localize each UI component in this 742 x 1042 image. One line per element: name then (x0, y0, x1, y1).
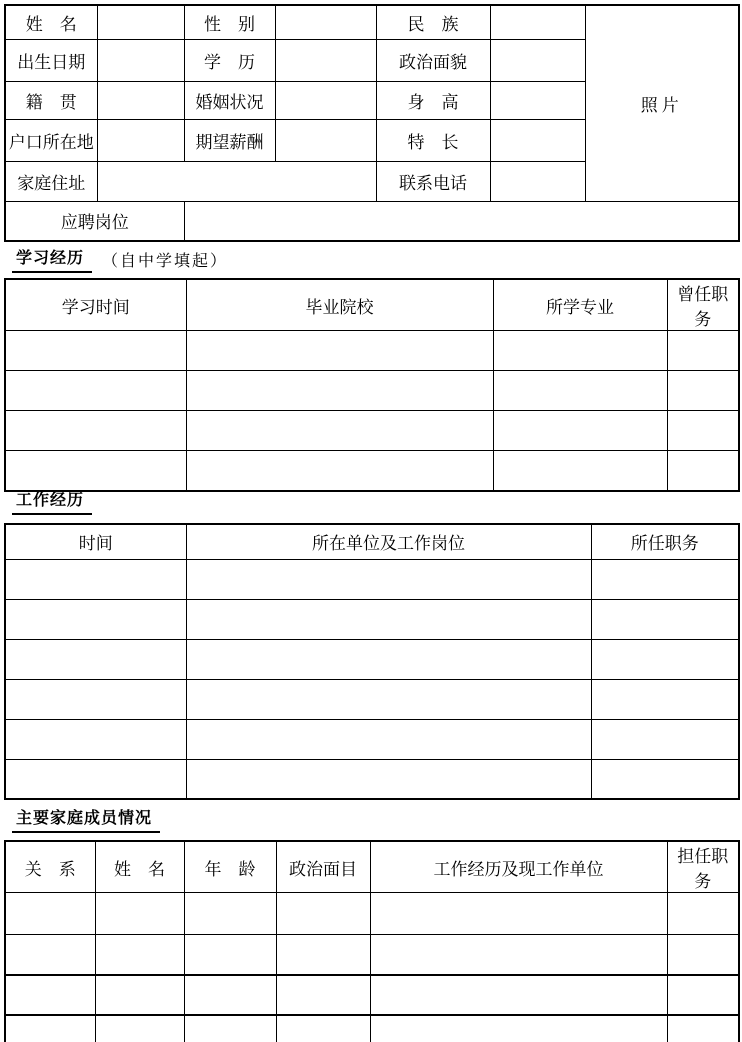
label-home-address: 家庭住址 (5, 161, 97, 201)
label-expected-salary: 期望薪酬 (184, 119, 275, 161)
work-section-title: 工作经历 (12, 487, 92, 515)
relation-cell[interactable] (5, 1015, 95, 1042)
col-header-time: 时间 (5, 524, 186, 559)
member-position-cell[interactable] (667, 1015, 739, 1042)
expected-salary-input-cell[interactable] (275, 119, 376, 161)
member-name-cell[interactable] (95, 975, 184, 1015)
political-status-input-cell[interactable] (490, 39, 585, 81)
school-cell[interactable] (186, 411, 493, 451)
col-header-major: 所学专业 (493, 279, 667, 331)
col-header-age: 年 龄 (184, 841, 276, 893)
education-section-header (4, 240, 738, 278)
education-row (5, 331, 739, 371)
marital-status-input-cell[interactable] (275, 81, 376, 119)
employer-cell[interactable] (186, 719, 591, 759)
work-row (5, 679, 739, 719)
work-row (5, 639, 739, 679)
member-political-cell[interactable] (276, 935, 370, 975)
held-position-cell[interactable] (591, 719, 739, 759)
past-position-cell[interactable] (667, 331, 739, 371)
education-section-title: 学习经历 (12, 245, 92, 273)
label-education-level: 学 历 (184, 39, 275, 81)
col-header-member-name: 姓 名 (95, 841, 184, 893)
birth-date-input-cell[interactable] (97, 39, 184, 81)
label-name: 姓 名 (5, 5, 97, 39)
family-section-title: 主要家庭成员情况 (12, 805, 160, 833)
past-position-cell[interactable] (667, 411, 739, 451)
position-applied-input-cell[interactable] (184, 201, 739, 241)
relation-cell[interactable] (5, 935, 95, 975)
contact-phone-input-cell[interactable] (490, 161, 585, 201)
height-input-cell[interactable] (490, 81, 585, 119)
study-period-cell[interactable] (5, 331, 186, 371)
col-header-member-work-history: 工作经历及现工作单位 (370, 841, 667, 893)
label-gender: 性 别 (184, 5, 275, 39)
member-position-cell[interactable] (667, 975, 739, 1015)
col-header-school: 毕业院校 (186, 279, 493, 331)
relation-cell[interactable] (5, 893, 95, 935)
col-header-member-political-status: 政治面目 (276, 841, 370, 893)
home-address-input-cell[interactable] (97, 161, 376, 201)
work-row (5, 599, 739, 639)
label-position-applied: 应聘岗位 (5, 201, 184, 241)
member-work-cell[interactable] (370, 893, 667, 935)
member-name-cell[interactable] (95, 1015, 184, 1042)
specialty-input-cell[interactable] (490, 119, 585, 161)
education-section-note: （自中学填起） (102, 252, 229, 270)
major-cell[interactable] (493, 411, 667, 451)
time-cell[interactable] (5, 559, 186, 599)
school-cell[interactable] (186, 331, 493, 371)
employer-cell[interactable] (186, 679, 591, 719)
time-cell[interactable] (5, 639, 186, 679)
col-header-employer-and-post: 所在单位及工作岗位 (186, 524, 591, 559)
age-cell[interactable] (184, 935, 276, 975)
study-period-cell[interactable] (5, 371, 186, 411)
member-political-cell[interactable] (276, 893, 370, 935)
member-work-cell[interactable] (370, 975, 667, 1015)
member-work-cell[interactable] (370, 935, 667, 975)
label-native-place: 籍 贯 (5, 81, 97, 119)
label-ethnicity: 民 族 (376, 5, 490, 39)
col-header-relation: 关 系 (5, 841, 95, 893)
employer-cell[interactable] (186, 599, 591, 639)
education-table (4, 278, 740, 492)
photo-placeholder[interactable]: 照片 (585, 5, 739, 201)
held-position-cell[interactable] (591, 599, 739, 639)
label-residence: 户口所在地 (5, 119, 97, 161)
family-row (5, 893, 739, 935)
time-cell[interactable] (5, 679, 186, 719)
family-section-header (4, 798, 738, 840)
label-specialty: 特 长 (376, 119, 490, 161)
age-cell[interactable] (184, 1015, 276, 1042)
education-row (5, 371, 739, 411)
work-row (5, 759, 739, 799)
time-cell[interactable] (5, 719, 186, 759)
label-marital-status: 婚姻状况 (184, 81, 275, 119)
held-position-cell[interactable] (591, 639, 739, 679)
work-section-header (4, 478, 738, 523)
col-header-member-position: 担任职务 (667, 841, 739, 893)
member-position-cell[interactable] (667, 935, 739, 975)
major-cell[interactable] (493, 371, 667, 411)
work-table (4, 523, 740, 800)
residence-input-cell[interactable] (97, 119, 184, 161)
name-input-cell[interactable] (97, 5, 184, 39)
family-row (5, 935, 739, 975)
col-header-study-period: 学习时间 (5, 279, 186, 331)
education-row (5, 411, 739, 451)
member-position-cell[interactable] (667, 893, 739, 935)
member-name-cell[interactable] (95, 935, 184, 975)
education-level-input-cell[interactable] (275, 39, 376, 81)
relation-cell[interactable] (5, 975, 95, 1015)
employer-cell[interactable] (186, 759, 591, 799)
label-birth-date: 出生日期 (5, 39, 97, 81)
label-political-status: 政治面貌 (376, 39, 490, 81)
time-cell[interactable] (5, 599, 186, 639)
member-work-cell[interactable] (370, 1015, 667, 1042)
employer-cell[interactable] (186, 559, 591, 599)
work-row (5, 719, 739, 759)
col-header-held-position: 所任职务 (591, 524, 739, 559)
age-cell[interactable] (184, 975, 276, 1015)
basic-info-table (4, 4, 740, 242)
major-cell[interactable] (493, 331, 667, 371)
held-position-cell[interactable] (591, 559, 739, 599)
gender-input-cell[interactable] (275, 5, 376, 39)
employer-cell[interactable] (186, 639, 591, 679)
age-cell[interactable] (184, 893, 276, 935)
time-cell[interactable] (5, 759, 186, 799)
ethnicity-input-cell[interactable] (490, 5, 585, 39)
family-row (5, 975, 739, 1015)
member-political-cell[interactable] (276, 1015, 370, 1042)
label-contact-phone: 联系电话 (376, 161, 490, 201)
native-place-input-cell[interactable] (97, 81, 184, 119)
col-header-past-position: 曾任职务 (667, 279, 739, 331)
school-cell[interactable] (186, 371, 493, 411)
label-height: 身 高 (376, 81, 490, 119)
work-row (5, 559, 739, 599)
study-period-cell[interactable] (5, 411, 186, 451)
held-position-cell[interactable] (591, 759, 739, 799)
past-position-cell[interactable] (667, 371, 739, 411)
held-position-cell[interactable] (591, 679, 739, 719)
family-table (4, 840, 740, 1042)
family-row (5, 1015, 739, 1042)
member-name-cell[interactable] (95, 893, 184, 935)
member-political-cell[interactable] (276, 975, 370, 1015)
